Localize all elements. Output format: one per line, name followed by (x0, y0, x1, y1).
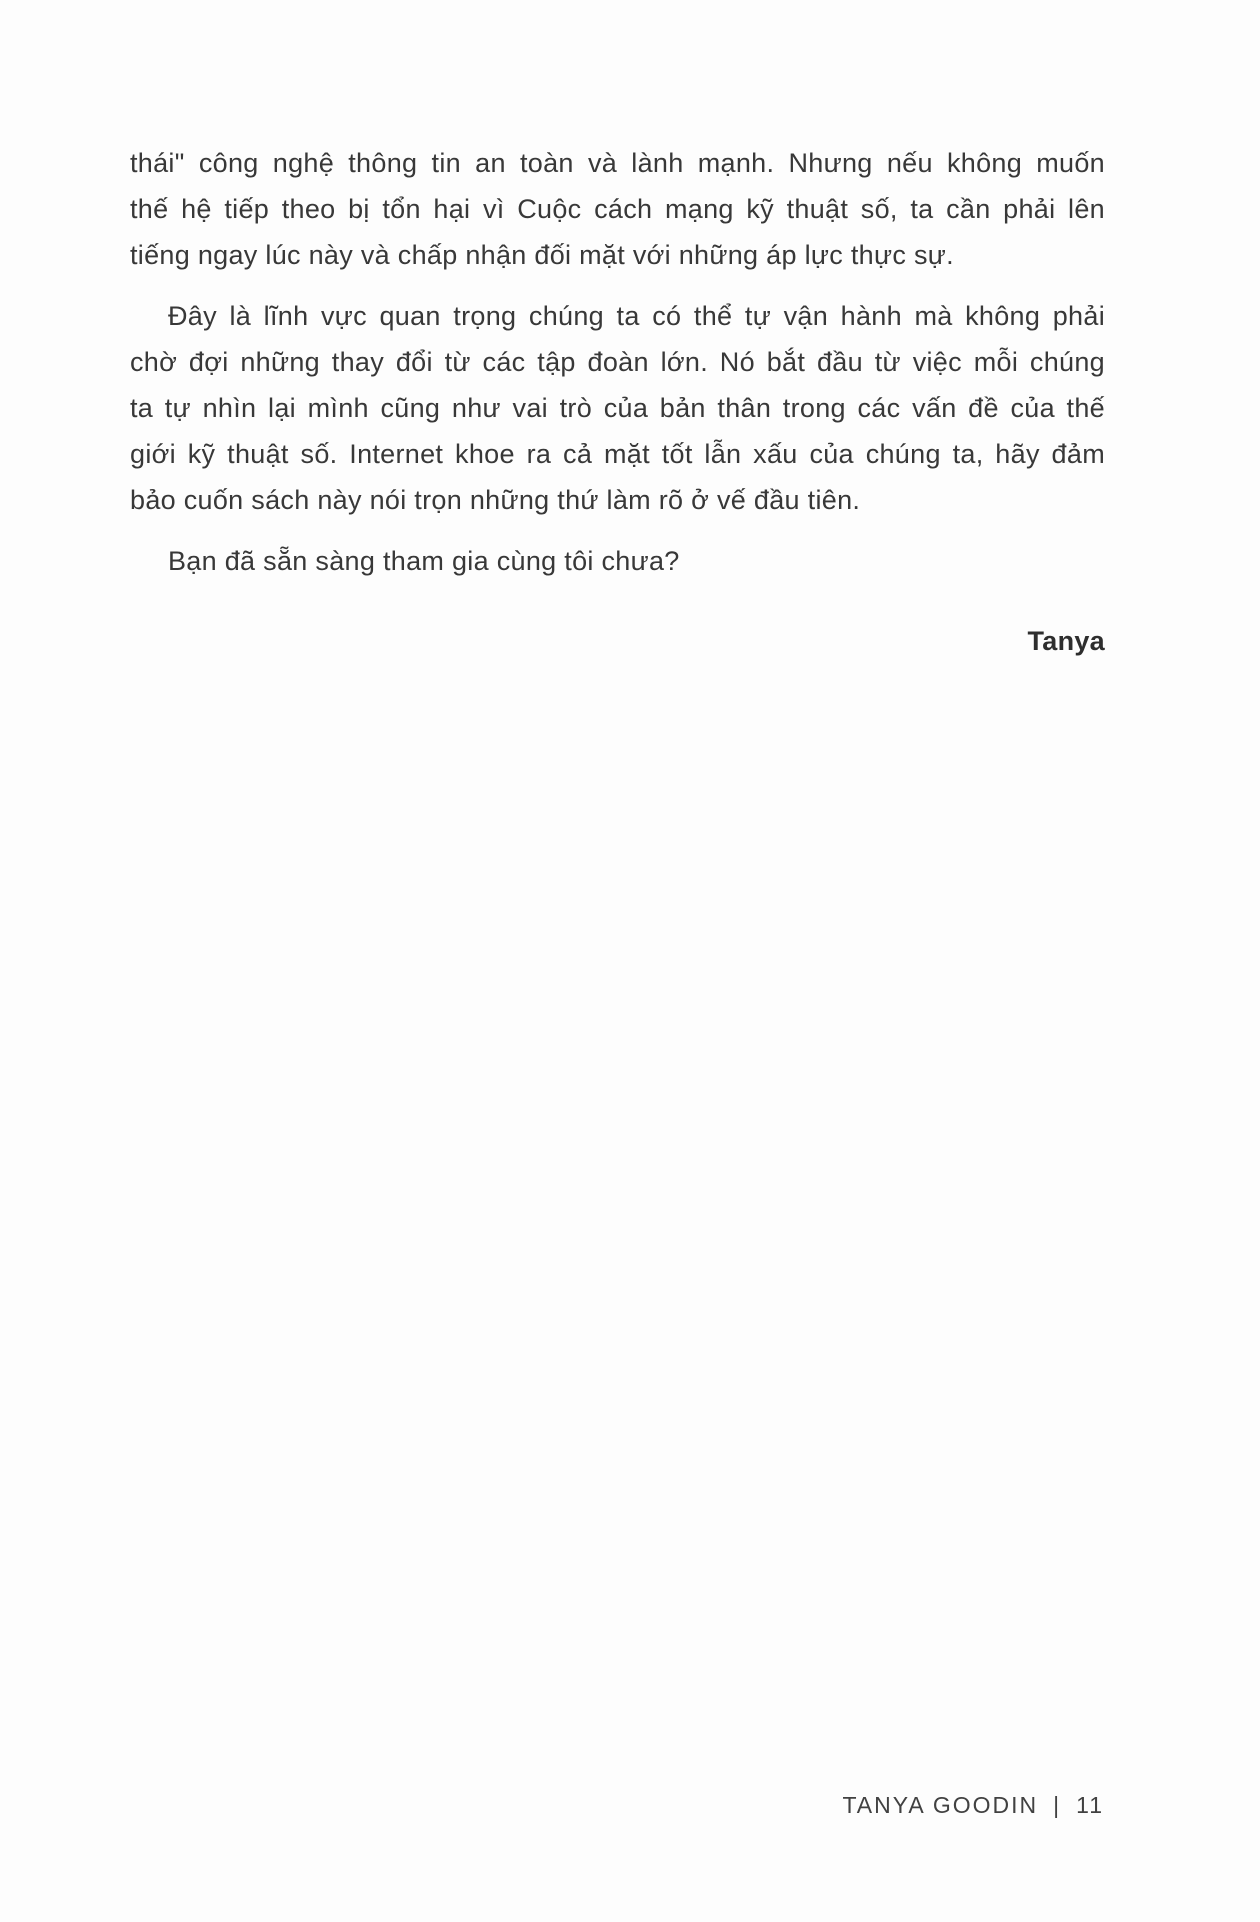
paragraph (130, 293, 1105, 523)
text-line: thái" công nghệ thông tin an toàn và lành mạnh. Nhưng nếu không muốn (130, 148, 1105, 178)
text-line: Đây là lĩnh vực quan trọng chúng ta có thể tự vận hành mà không phải (168, 301, 1105, 331)
text-line: chờ đợi những thay đổi từ các tập đoàn lớn. Nó bắt đầu từ việc mỗi chúng (130, 347, 1105, 377)
page-footer (842, 1792, 1104, 1819)
author-signature: Tanya (1027, 626, 1105, 656)
text-line: tiếng ngay lúc này và chấp nhận đối mặt với những áp lực thực sự. (130, 240, 954, 270)
footer-divider: | (1053, 1792, 1062, 1818)
footer-page-number: 11 (1076, 1792, 1104, 1818)
text-line: Bạn đã sẵn sàng tham gia cùng tôi chưa? (168, 546, 680, 576)
footer-author-name: TANYA GOODIN (842, 1792, 1039, 1818)
text-line: giới kỹ thuật số. Internet khoe ra cả mặt tốt lẫn xấu của chúng ta, hãy đảm (130, 439, 1105, 469)
paragraph (130, 538, 1105, 584)
text-line: thế hệ tiếp theo bị tổn hại vì Cuộc cách mạng kỹ thuật số, ta cần phải lên (130, 194, 1105, 224)
body-text (130, 140, 1105, 664)
text-line: bảo cuốn sách này nói trọn những thứ làm rõ ở vế đầu tiên. (130, 485, 861, 515)
paragraph (130, 140, 1105, 278)
text-line: ta tự nhìn lại mình cũng như vai trò của bản thân trong các vấn đề của thế (130, 393, 1105, 423)
